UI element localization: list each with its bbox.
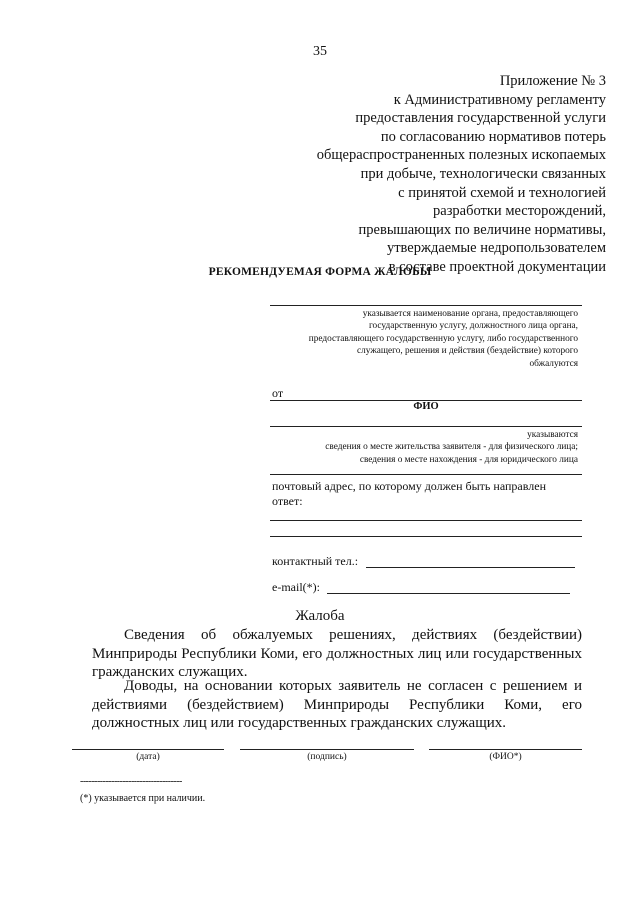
footnote-separator: ------------------------------------ [80, 776, 182, 787]
appendix-line: по согласованию нормативов потерь [380, 128, 606, 145]
complaint-heading: Жалоба [295, 608, 345, 624]
signature-line[interactable] [240, 749, 414, 750]
fio-signature-label: (ФИО*) [489, 752, 522, 762]
appendix-line: разработки месторождений, [433, 203, 606, 220]
appendix-line: с принятой схемой и технологией [398, 184, 606, 201]
appendix-line: в составе проектной документации [388, 258, 606, 275]
appendix-line: к Административному регламенту [393, 91, 606, 108]
date-label: (дата) [136, 752, 160, 762]
postal-address-label: почтовый адрес, по которому должен быть направлен ответ: [272, 479, 546, 508]
residence-hint: указываются сведения о месте жительства заявителя - для физического лица; сведения о месте нахождения - для юридического лица [325, 430, 578, 465]
appendix-line: общераспространенных полезных ископаемых [316, 147, 606, 164]
signature-label: (подпись) [307, 752, 347, 762]
email-label: e-mail(*): [272, 580, 320, 594]
complaint-paragraph-2: Доводы, на основании которых заявитель не согласен с решением и действиями (бездействием) Минприроды Республики Коми, его должностных лиц или государственных гражданских служащих. [92, 678, 582, 731]
phone-label: контактный тел.: [272, 554, 359, 568]
phone-field[interactable] [366, 567, 575, 568]
form-title: РЕКОМЕНДУЕМАЯ ФОРМА ЖАЛОБЫ [208, 266, 432, 278]
from-label: от [272, 386, 284, 400]
page-number: 35 [313, 44, 327, 59]
organ-hint: указывается наименование органа, предоставляющего государственную услугу, должностного лица органа, предоставляющего государственную услугу, либо государственного служащего, решения и действия (бездействие) которого обжалуются [308, 309, 578, 369]
fio-label: ФИО [413, 401, 439, 412]
email-field[interactable] [327, 593, 570, 594]
fio-line[interactable] [429, 749, 582, 750]
residence-line[interactable] [270, 426, 582, 427]
organ-line [270, 305, 582, 306]
complaint-paragraph-1: Сведения об обжалуемых решениях, действиях (бездействии) Минприроды Республики Коми, его должностных лиц или государственных гражданских служащих. [92, 627, 582, 680]
appendix-line: Приложение № 3 [499, 73, 606, 89]
appendix-line: утверждаемые недропользователем [386, 240, 606, 257]
footnote-text: (*) указывается при наличии. [80, 793, 206, 804]
postal-line-1[interactable] [270, 520, 582, 521]
appendix-line: превышающих по величине нормативы, [358, 221, 606, 238]
date-line[interactable] [72, 749, 224, 750]
appendix-line: предоставления государственной услуги [355, 110, 606, 127]
appendix-header [246, 72, 606, 277]
appendix-line: при добыче, технологически связанных [360, 165, 606, 182]
residence-line-2[interactable] [270, 474, 582, 475]
postal-line-2[interactable] [270, 536, 582, 537]
